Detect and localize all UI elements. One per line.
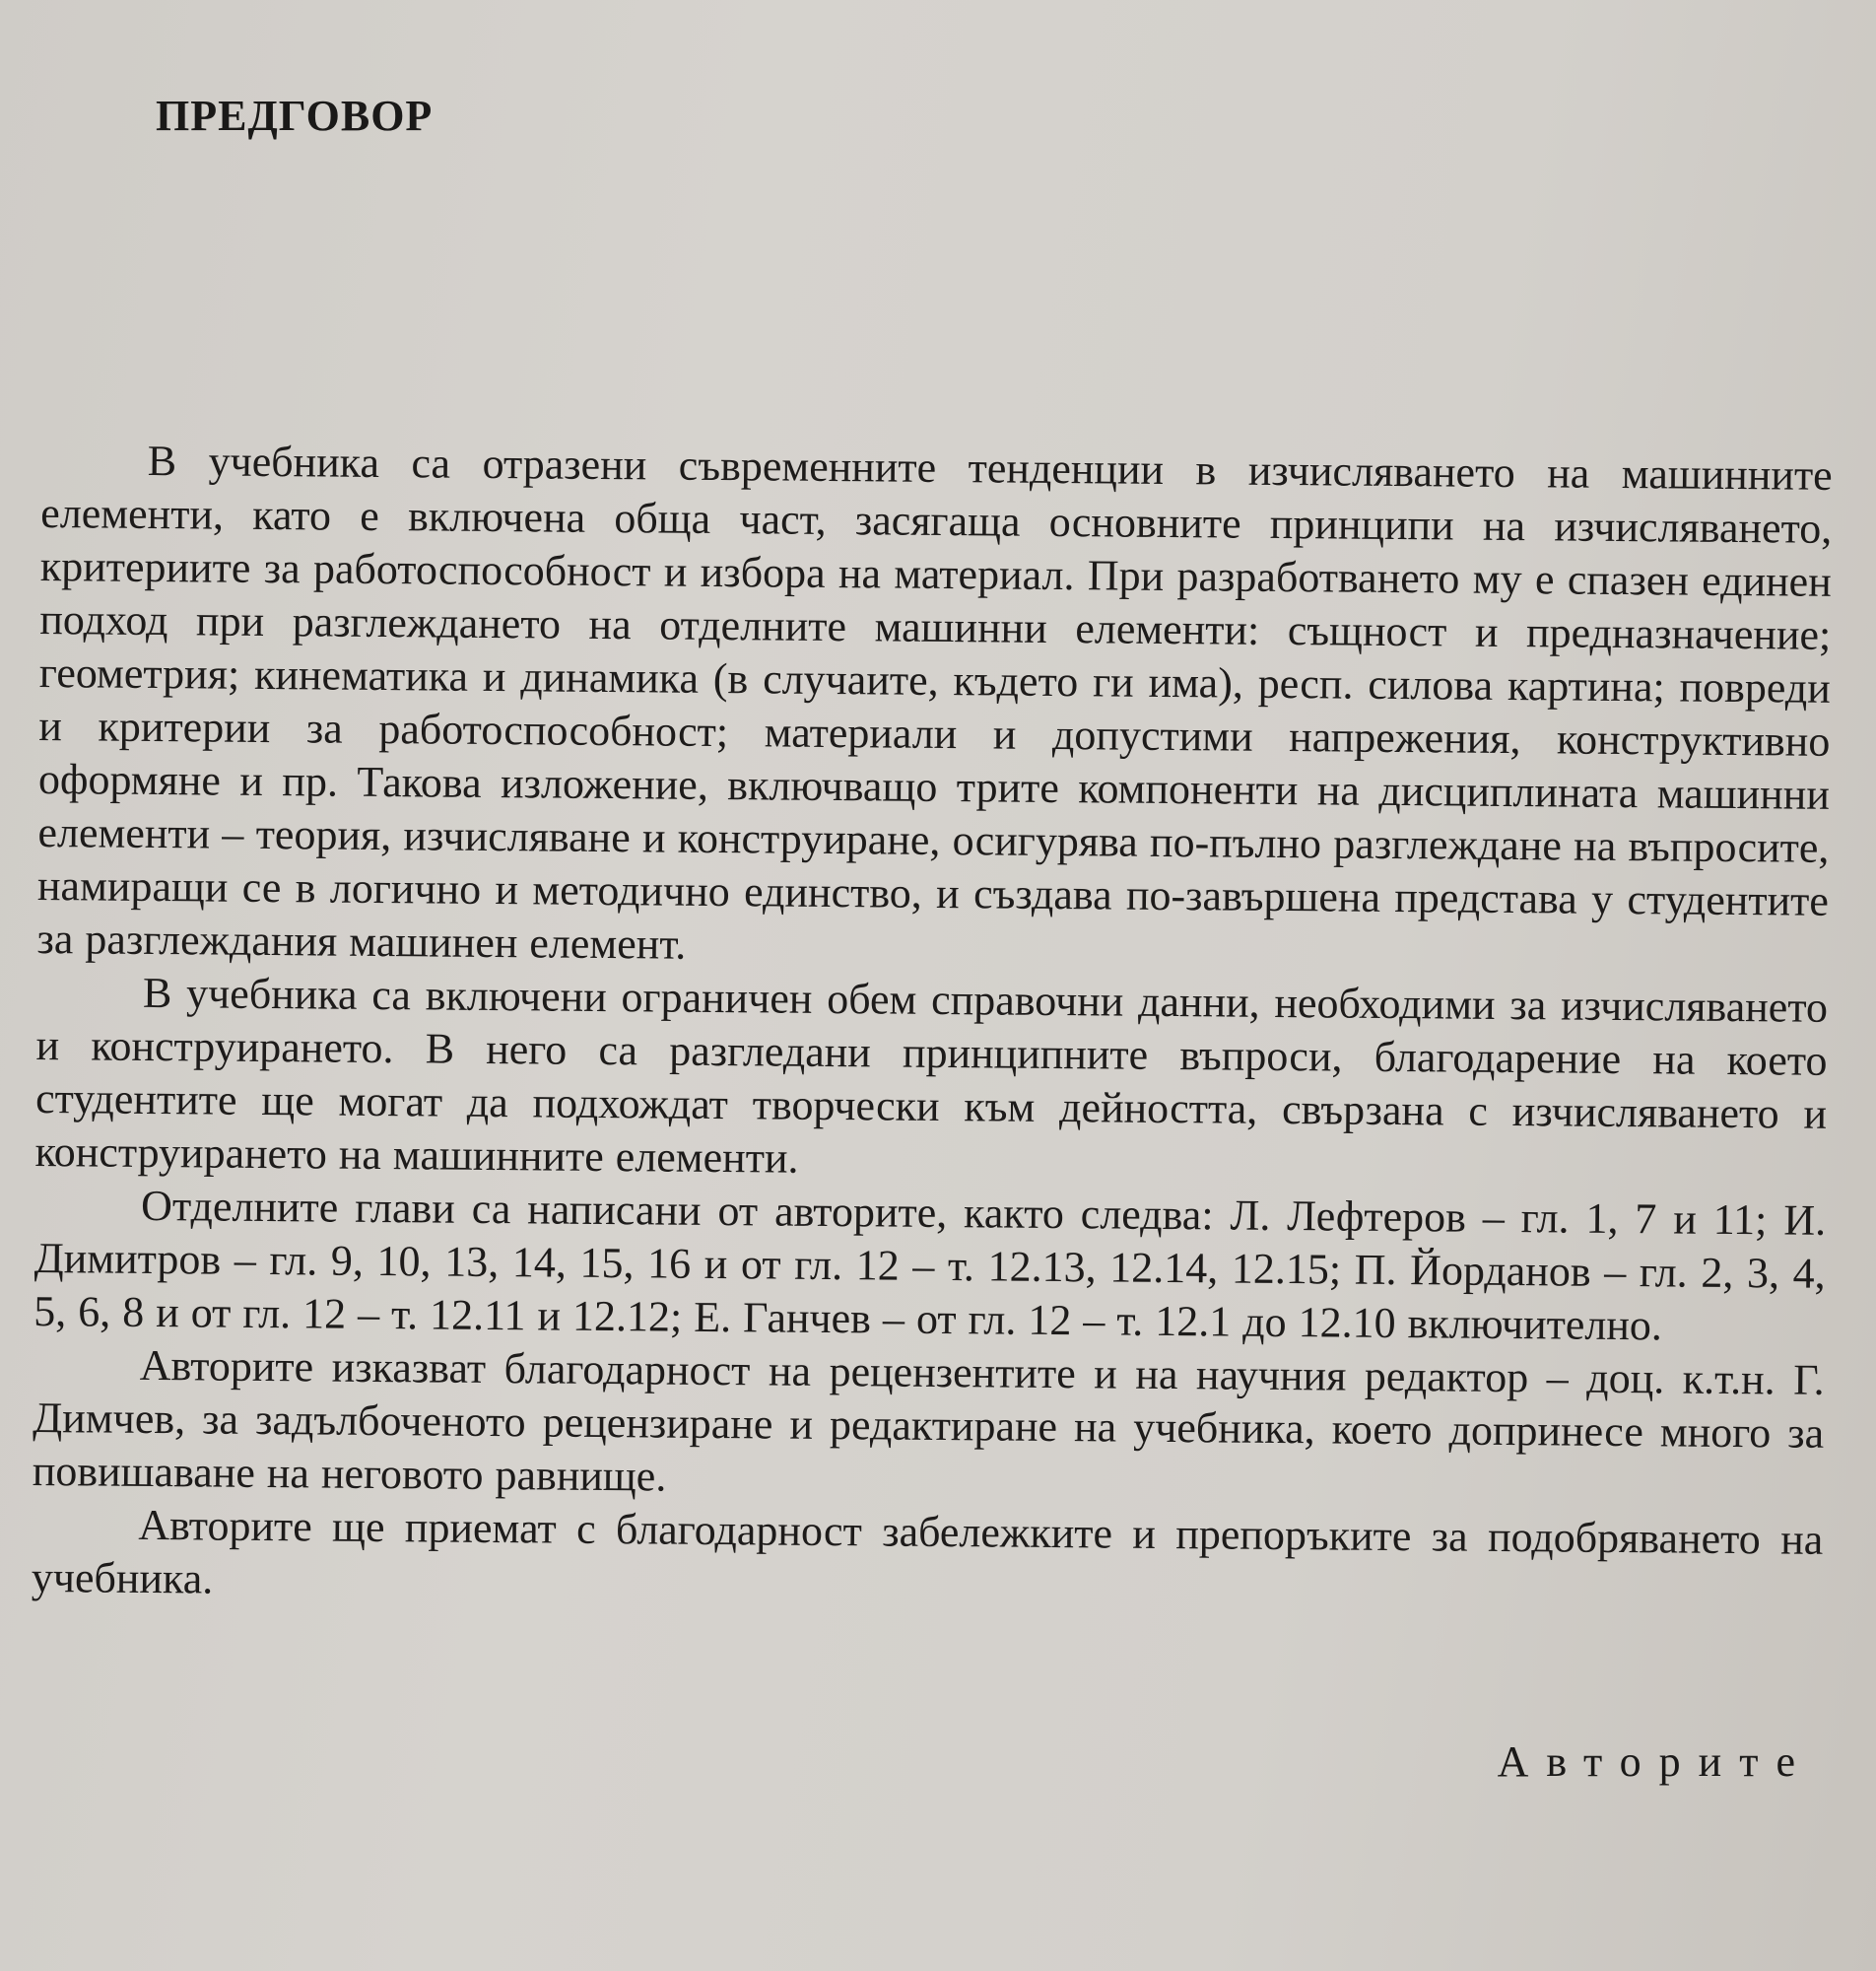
paragraph-authorship: Отделните глави са написани от авторите, както следва: Л. Лефтеров – гл. 1, 7 и 11; И. Димитров – гл. 9, 10, 13, 14, 15, 16 и от гл. 12 – т. 12.13, 12.14, 12.15; П. Йорданов – гл. 2, 3, 4, 5, 6, 8 и от гл. 12 – т. 12.11 и 12.12; Е. Ганчев – от гл. 12 – т. 12.1 до 12.10 включително.	[34, 1181, 1827, 1350]
page-title: ПРЕДГОВОР	[156, 92, 434, 140]
paragraph-approach: В учебника са отразени съвременните тенденции в изчисляването на машинните елементи, като е включена обща част, засягаща основните принципи на изчисляването, критериите за работоспособност и избора на материал. При разработването му е спазен единен подход при разглеждането на отделните машинни елементи: същност и предназначение; геометрия; кинематика и динамика (в случаите, където ги има), респ. силова картина; повреди и критерии за работоспособност; материали и допустими напрежения, конструктивно оформяне и пр. Такова изложение, включващо трите компоненти на дисциплината машинни елементи – теория, изчисляване и конструиране, осигурява по-пълно разглеждане на въпросите, намиращи се в логично и методично единство, и създава по-завършена представа у студентите за разглеждания машинен елемент.	[36, 436, 1833, 969]
preface-body	[32, 434, 1833, 1620]
paragraph-reference-data: В учебника са включени ограничен обем справочни данни, необходими за изчисляването и конструирането. В него са разгледани принципните въпроси, благодарение на което студентите ще могат да подхождат творчески към дейността, свързана с изчисляването и конструирането на машинните елементи.	[34, 968, 1829, 1183]
paragraph-acknowledgements: Авторите изказват благодарност на рецензентите и на научния редактор – доц. к.т.н. Г. Димчев, за задълбоченото рецензиране и редактиране на учебника, което допринесе много за повишаване на неговото равнище.	[32, 1340, 1825, 1501]
signature: Авторите	[1497, 1737, 1813, 1786]
paragraph-feedback: Авторите ще приемат с благодарност забележките и препоръките за подобряването на учебника.	[31, 1500, 1824, 1603]
